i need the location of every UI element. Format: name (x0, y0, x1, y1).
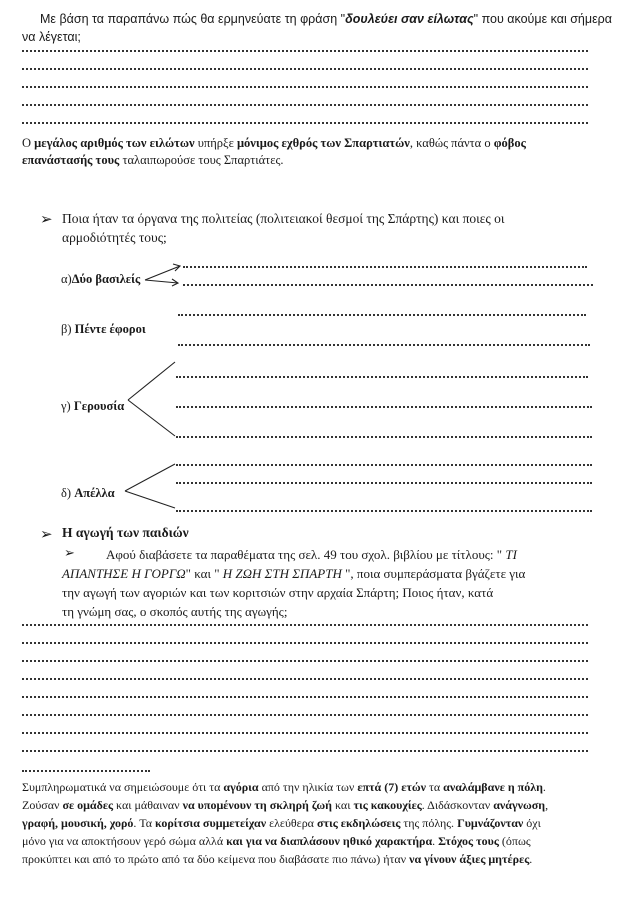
question-1-line-2: αρμοδιότητές τους; (62, 230, 167, 245)
answer-line (176, 480, 592, 484)
summary-paragraph: Συμπληρωματικά να σημειώσουμε ότι τα αγόρια από την ηλικία των επτά (7) ετών τα αναλάμβανε η πόλη. Ζούσαν σε ομάδες και μάθαιναν να υπομένουν τη σκληρή ζωή και τις κακουχίες. Διδάσκονταν ανάγνωση, γραφή, μουσική, χορό. Τα κορίτσια συμμετείχαν ελεύθερα στις εκδηλώσεις της πόλης. Γυμνάζονταν όχι μόνο για να αποκτήσουν γερό σώμα αλλά και για να διαπλάσουν ηθικό χαρακτήρα. Στόχος τους (όπως προκύπτει και από το πρώτο από τα δύο κείμενα που διαβάσατε πιο πάνω) ήταν να γίνουν άξιες μητέρες. (22, 780, 549, 866)
section-title: Η αγωγή των παιδιών (62, 525, 189, 540)
answer-line (22, 640, 588, 644)
arrow-line (125, 464, 175, 491)
answer-line (176, 404, 592, 408)
arrow-line (128, 400, 175, 436)
answer-line (22, 768, 150, 772)
intro-text-end: " που ακούμε και σήμερα (473, 12, 612, 26)
intro-line-2: να λέγεται; (22, 30, 81, 44)
intro-phrase: δουλεύει σαν είλωτας (345, 12, 474, 26)
answer-line (176, 434, 592, 438)
arrow-line (145, 266, 180, 280)
arrow-line (145, 280, 178, 283)
organ-ephors: β) Πέντε έφοροι (61, 322, 146, 336)
answer-line (22, 676, 588, 680)
helots-paragraph: Ο μεγάλος αριθμός των ειλώτων υπήρξε μόνιμος εχθρός των Σπαρτιατών, καθώς πάντα ο φόβος επανάστασής τους ταλαιπωρούσε τους Σπαρτιάτες. (22, 136, 526, 167)
bullet-arrow-icon: ➢ (40, 527, 53, 543)
answer-line (22, 694, 588, 698)
arrow-line (128, 362, 175, 400)
intro-text: Με βάση τα παραπάνω πώς θα ερμηνεύατε τη φράση " (40, 12, 346, 26)
question-1-line-1: Ποια ήταν τα όργανα της πολιτείας (πολιτειακοί θεσμοί της Σπάρτης) και ποιες οι (62, 211, 505, 226)
answer-line (22, 622, 588, 626)
answer-line (22, 658, 588, 662)
answer-line (22, 730, 588, 734)
answer-line (176, 462, 592, 466)
bullet-arrow-icon: ➢ (40, 212, 53, 228)
answer-line (178, 312, 586, 316)
answer-line (178, 342, 590, 346)
question-2: Αφού διαβάσετε τα παραθέματα της σελ. 49 του σχολ. βιβλίου με τίτλους: " ΤΙ ΑΠΑΝΤΗΣΕ Η ΓΟΡΓΩ" και " Η ΖΩΗ ΣΤΗ ΣΠΑΡΤΗ ", ποια συμπεράσματα βγάζετε για την αγωγή των αγοριών και των κοριτσιών στην αρχαία Σπάρτη; Ποιος ήταν, κατά τη γνώμη σας, ο σκοπός αυτής της αγωγής; (62, 547, 526, 619)
answer-line (176, 508, 592, 512)
organ-kings: α)Δύο βασιλείς (61, 272, 141, 286)
answer-line (183, 282, 593, 286)
answer-line (176, 374, 588, 378)
answer-line (22, 748, 588, 752)
organ-apella: δ) Απέλλα (61, 486, 115, 500)
answer-line (22, 712, 588, 716)
answer-line (183, 264, 587, 268)
organ-gerousia: γ) Γερουσία (61, 399, 125, 413)
bullet-arrow-icon: ➢ (64, 545, 75, 560)
arrow-line (125, 491, 175, 508)
